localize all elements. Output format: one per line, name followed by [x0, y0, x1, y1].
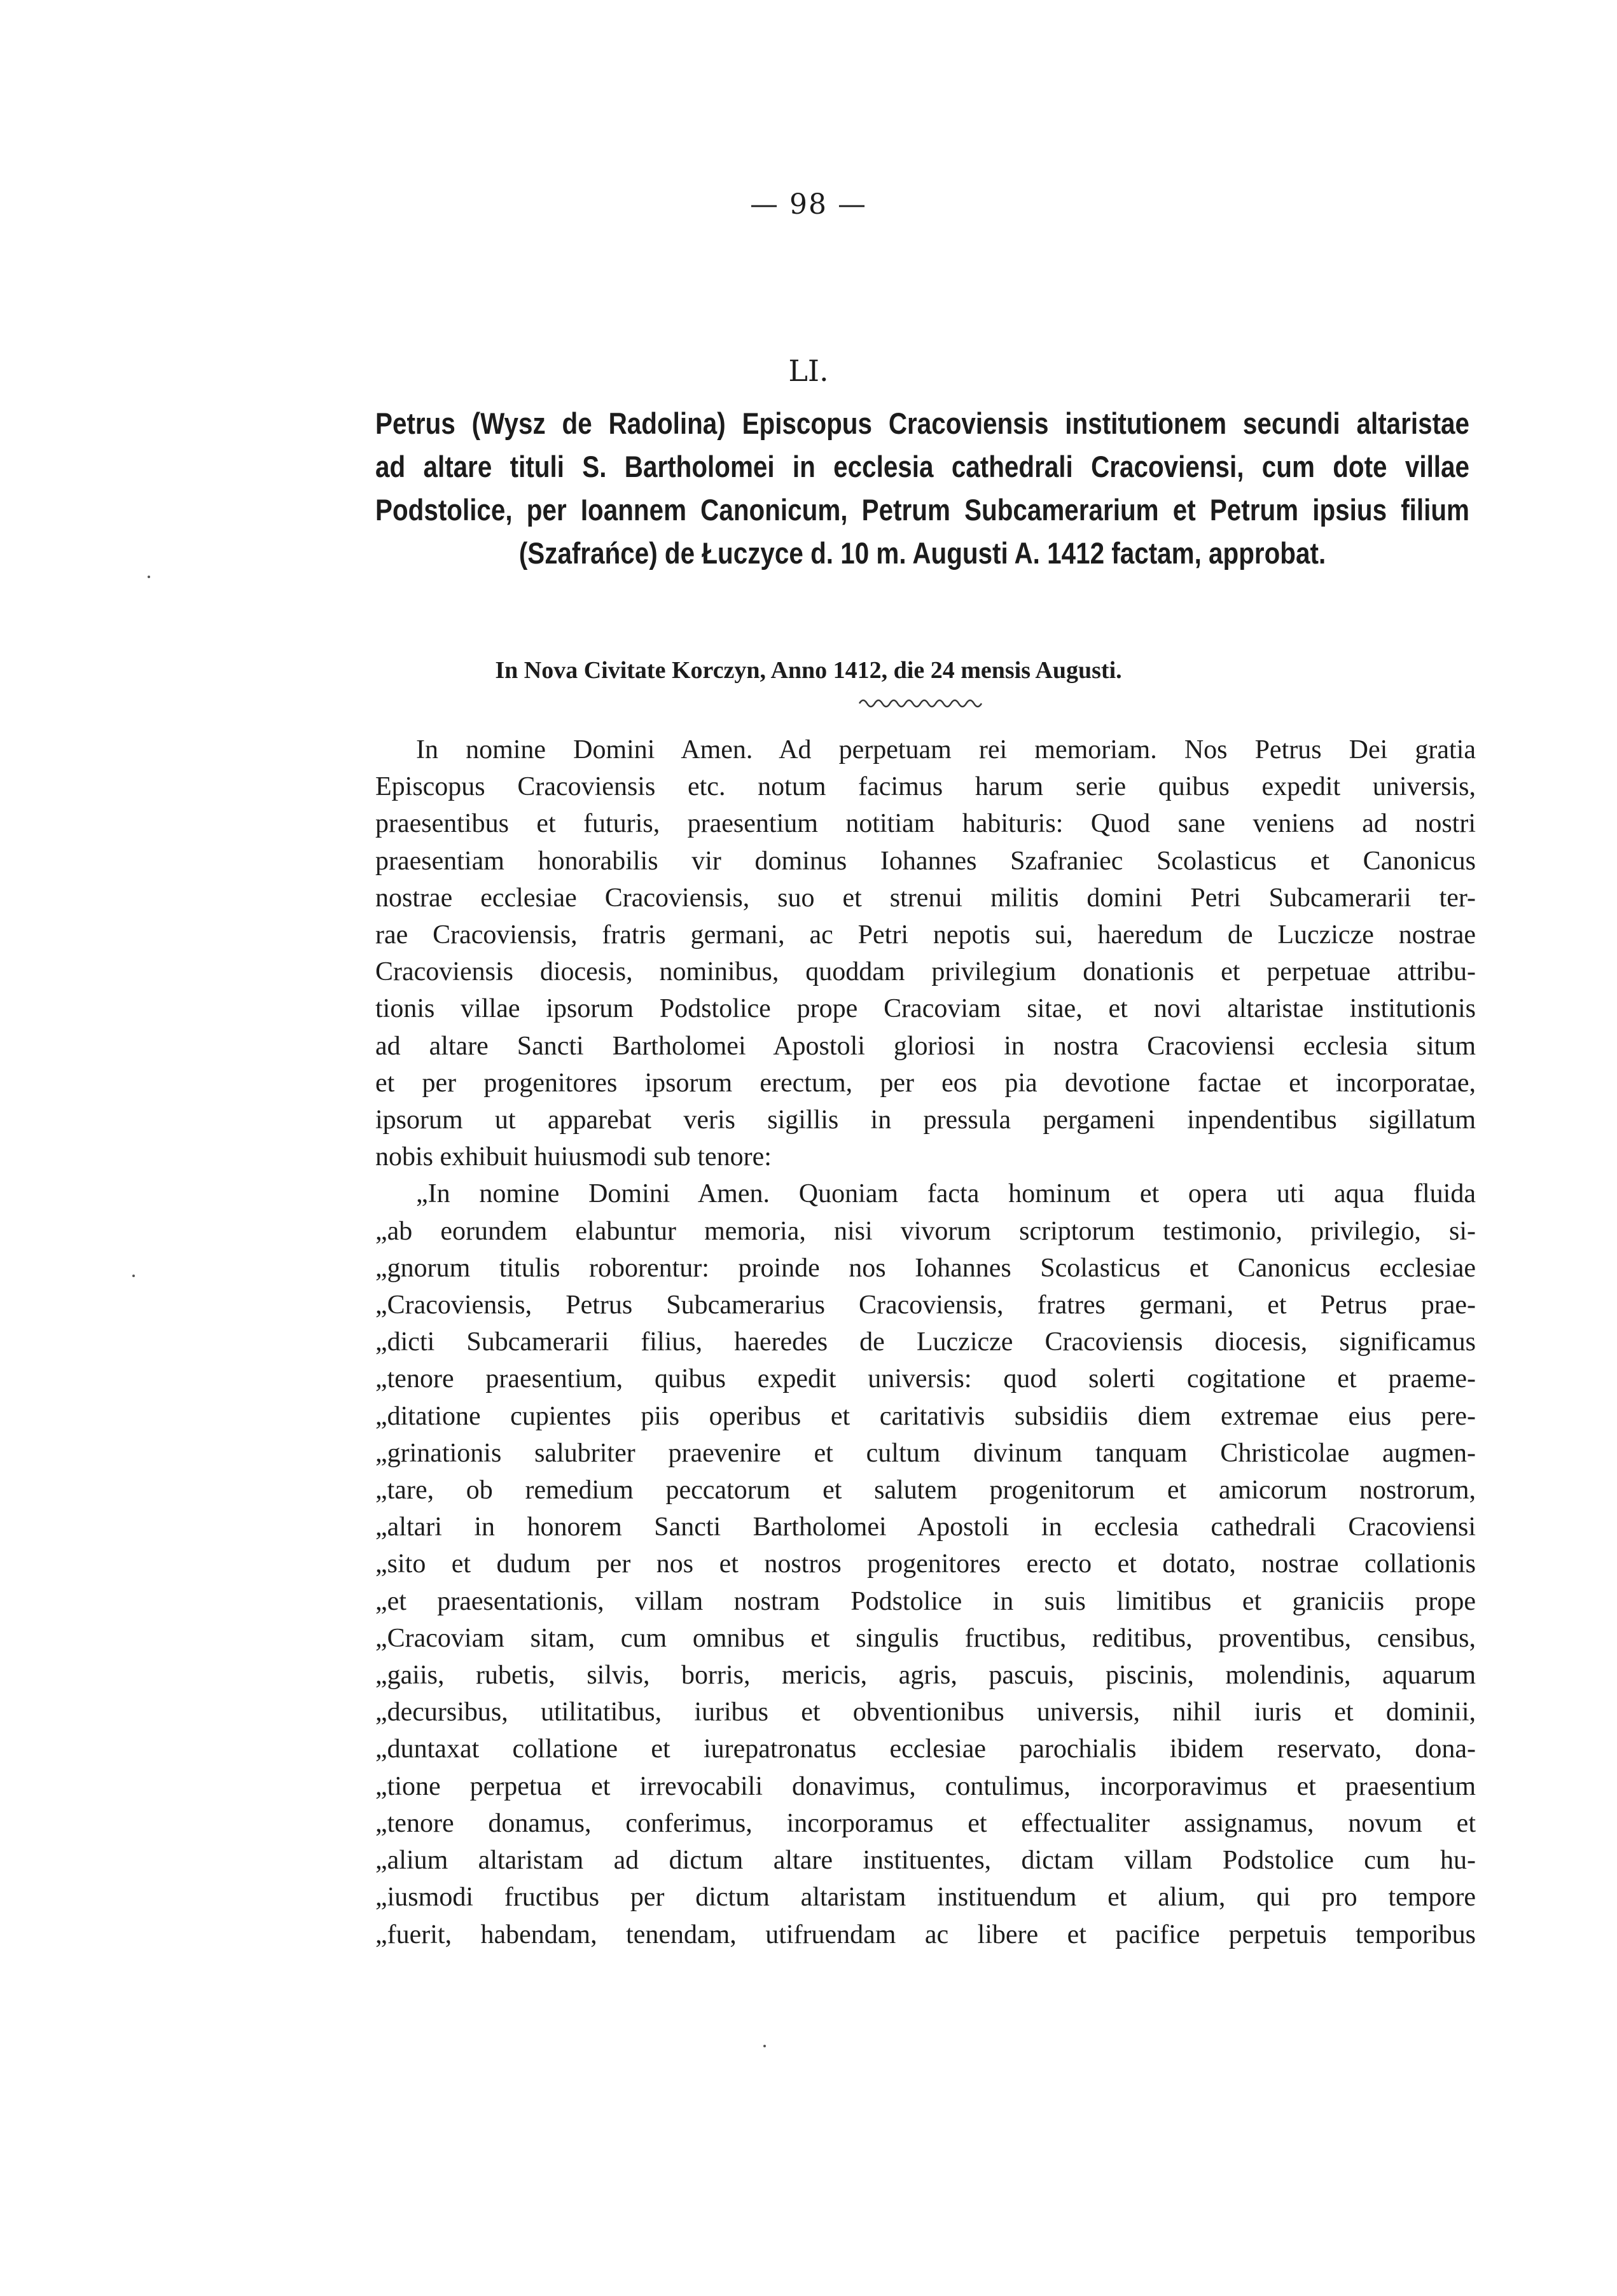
text-line: „gaiis, rubetis, silvis, borris, mericis, agris, pascuis, piscinis, molendinis, aquarum — [375, 1661, 1476, 1691]
text-line: In nomine Domini Amen. Ad perpetuam rei memoriam. Nos Petrus Dei gratia — [416, 735, 1476, 764]
text-line: „duntaxat collatione et iurepatronatus ecclesiae parochialis ibidem reservato, dona- — [375, 1734, 1476, 1764]
text-line: ipsorum ut apparebat veris sigillis in pressula pergameni inpendentibus sigillatum — [375, 1105, 1476, 1135]
document-headline — [375, 402, 1469, 575]
headline-line: Petrus (Wysz de Radolina) Episcopus Cracoviensis institutionem secundi altaristae — [375, 406, 1469, 440]
text-line: „sito et dudum per nos et nostros progenitores erecto et dotato, nostrae collationis — [375, 1549, 1476, 1579]
text-line: „tare, ob remedium peccatorum et salutem progenitorum et amicorum nostrorum, — [375, 1476, 1476, 1505]
text-line: „tenore donamus, conferimus, incorporamus et effectualiter assignamus, novum et — [375, 1808, 1476, 1838]
text-line: „ditatione cupientes piis operibus et caritativis subsidiis diem extremae eius pere- — [375, 1401, 1476, 1431]
text-line: Episcopus Cracoviensis etc. notum facimus harum serie quibus expedit universis, — [375, 772, 1476, 802]
text-line: nobis exhibuit huiusmodi sub tenore: — [375, 1142, 772, 1172]
text-line: „gnorum titulis roborentur: proinde nos Iohannes Scolasticus et Canonicus ecclesiae — [375, 1253, 1476, 1283]
text-line: ad altare Sancti Bartholomei Apostoli gloriosi in nostra Cracoviensi ecclesia situm — [375, 1031, 1476, 1061]
text-line: „fuerit, habendam, tenendam, utifruendam ac libere et pacifice perpetuis temporibus — [375, 1919, 1476, 1949]
headline-line: (Szafrańce) de Łuczyce d. 10 m. Augusti A. 1412 factam, approbat. — [518, 536, 1326, 570]
text-line: rae Cracoviensis, fratris germani, ac Petri nepotis sui, haeredum de Luczicze nostrae — [375, 920, 1476, 950]
text-line: „decursibus, utilitatibus, iuribus et obventionibus universis, nihil iuris et dominii, — [375, 1698, 1476, 1727]
text-line: et per progenitores ipsorum erectum, per eos pia devotione factae et incorporatae, — [375, 1068, 1476, 1098]
scan-speck — [763, 2045, 766, 2047]
scan-speck — [148, 576, 150, 578]
text-line: „Cracoviensis, Petrus Subcamerarius Cracoviensis, fratres germani, et Petrus prae- — [375, 1290, 1476, 1320]
text-line: „altari in honorem Sancti Bartholomei Apostoli in ecclesia cathedrali Cracoviensi — [375, 1512, 1476, 1542]
section-number: LI. — [788, 354, 829, 388]
text-line: praesentibus et futuris, praesentium notitiam habituris: Quod sane veniens ad nostri — [375, 809, 1476, 839]
body-text — [375, 731, 1476, 1953]
text-line: „tenore praesentium, quibus expedit universis: quod solerti cogitatione et praeme- — [375, 1364, 1476, 1394]
scan-speck — [132, 1275, 135, 1277]
wavy-divider-icon — [858, 695, 985, 711]
text-line: „grinationis salubriter praevenire et cultum divinum tanquam Christicolae augmen- — [375, 1438, 1476, 1468]
headline-line: ad altare tituli S. Bartholomei in ecclesia cathedrali Cracoviensi, cum dote villae — [375, 450, 1469, 483]
text-line: „dicti Subcamerarii filius, haeredes de Luczicze Cracoviensis diocesis, significamus — [375, 1327, 1476, 1357]
text-line: „iusmodi fructibus per dictum altaristam instituendum et alium, qui pro tempore — [375, 1883, 1476, 1912]
page-number: — 98 — — [750, 188, 867, 221]
headline-line: Podstolice, per Ioannem Canonicum, Petrum Subcamerarium et Petrum ipsius filium — [375, 493, 1469, 527]
text-line: „alium altaristam ad dictum altare instituentes, dictam villam Podstolice cum hu- — [375, 1846, 1476, 1876]
text-line: tionis villae ipsorum Podstolice prope Cracoviam sitae, et novi altaristae institutionis — [375, 994, 1476, 1024]
text-line: „Cracoviam sitam, cum omnibus et singulis fructibus, reditibus, proventibus, censibus, — [375, 1623, 1476, 1653]
text-line: „ab eorundem elabuntur memoria, nisi vivorum scriptorum testimonio, privilegio, si- — [375, 1216, 1476, 1246]
text-line: „In nomine Domini Amen. Quoniam facta hominum et opera uti aqua fluida — [416, 1179, 1476, 1209]
dateline: In Nova Civitate Korczyn, Anno 1412, die 24 mensis Augusti. — [495, 657, 1122, 684]
text-line: „et praesentationis, villam nostram Podstolice in suis limitibus et graniciis prope — [375, 1586, 1476, 1616]
text-line: „tione perpetua et irrevocabili donavimus, contulimus, incorporavimus et praesentium — [375, 1771, 1476, 1801]
text-line: nostrae ecclesiae Cracoviensis, suo et strenui militis domini Petri Subcamerarii ter- — [375, 883, 1476, 913]
text-line: praesentiam honorabilis vir dominus Iohannes Szafraniec Scolasticus et Canonicus — [375, 846, 1476, 876]
text-line: Cracoviensis diocesis, nominibus, quoddam privilegium donationis et perpetuae attribu- — [375, 957, 1476, 987]
